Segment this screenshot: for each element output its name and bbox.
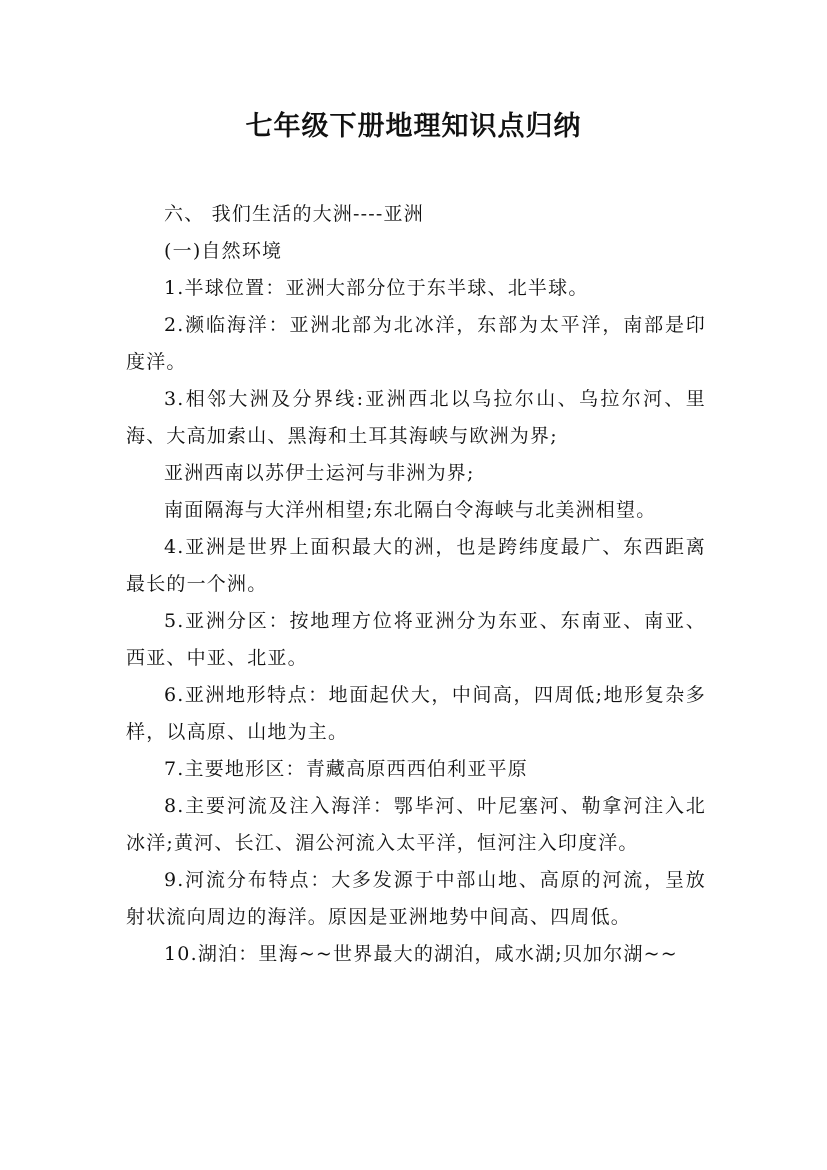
paragraph-landforms: 7.主要地形区：青藏高原西西伯利亚平原: [164, 758, 528, 780]
subsection-heading: (一)自然环境: [164, 240, 283, 262]
paragraph-regions: 5.亚洲分区：按地理方位将亚洲分为东亚、东南亚、南亚、西亚、中亚、北亚。: [126, 610, 706, 669]
document-title: 七年级下册地理知识点归纳: [245, 111, 582, 142]
paragraph-oceans: 2.濒临海洋：亚洲北部为北冰洋，东部为太平洋，南部是印度洋。: [126, 314, 706, 373]
paragraph-neighbors: 南面隔海与大洋州相望;东北隔白令海峡与北美洲相望。: [164, 499, 657, 521]
paragraph-area: 4.亚洲是世界上面积最大的洲，也是跨纬度最广、东西距离最长的一个洲。: [126, 536, 706, 595]
paragraph-southwest-boundary: 亚洲西南以苏伊士运河与非洲为界;: [164, 462, 475, 484]
paragraph-hemisphere: 1.半球位置：亚洲大部分位于东半球、北半球。: [164, 277, 589, 299]
paragraph-river-distribution: 9.河流分布特点：大多发源于中部山地、高原的河流，呈放射状流向周边的海洋。原因是亚洲地势中间高、四周低。: [126, 869, 706, 928]
section-heading: 六、 我们生活的大洲----亚洲: [164, 203, 424, 225]
document-body: [126, 196, 706, 973]
paragraph-rivers: 8.主要河流及注入海洋：鄂毕河、叶尼塞河、勒拿河注入北冰洋;黄河、长江、湄公河流入太平洋，恒河注入印度洋。: [126, 795, 706, 854]
paragraph-boundaries: 3.相邻大洲及分界线:亚洲西北以乌拉尔山、乌拉尔河、里海、大高加索山、黑海和土耳其海峡与欧洲为界;: [126, 388, 706, 447]
paragraph-lakes: 10.湖泊：里海~~世界最大的湖泊，咸水湖;贝加尔湖~~: [164, 943, 678, 965]
paragraph-terrain: 6.亚洲地形特点：地面起伏大，中间高，四周低;地形复杂多样，以高原、山地为主。: [126, 684, 706, 743]
